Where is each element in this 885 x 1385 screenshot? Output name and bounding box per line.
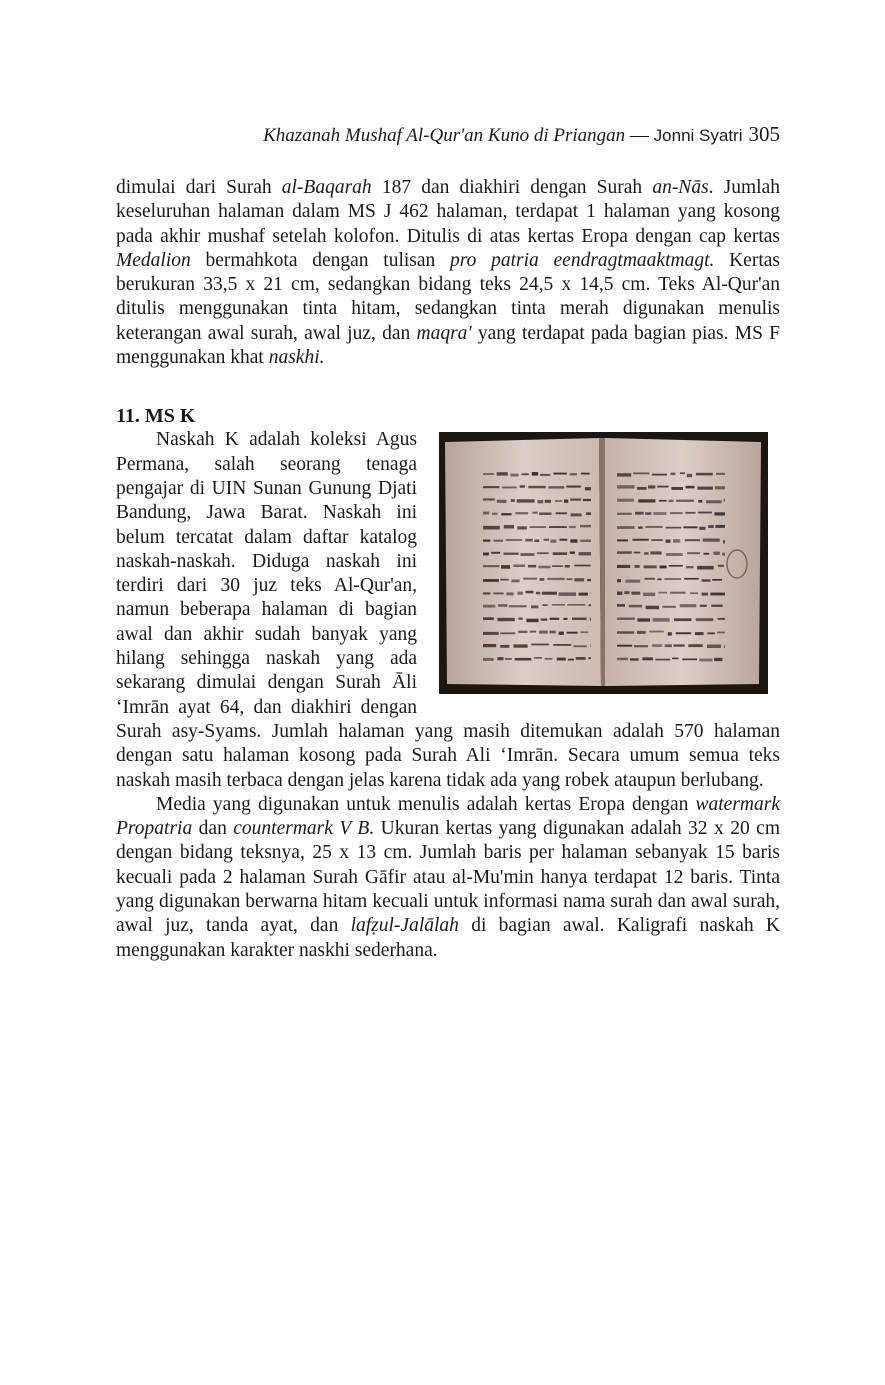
script-stroke (506, 539, 523, 541)
script-stroke (549, 486, 565, 489)
script-stroke (638, 527, 643, 529)
script-stroke (669, 500, 674, 502)
script-stroke (559, 632, 564, 635)
script-stroke (662, 606, 675, 608)
script-stroke (518, 631, 527, 633)
script-stroke (617, 618, 635, 620)
script-stroke (617, 552, 632, 555)
script-stroke (498, 605, 507, 608)
script-stroke (521, 553, 535, 556)
script-stroke (513, 565, 525, 568)
text-span: di bagian awal. Kaligrafi naskah K menggunakan karakter naskhi sederhana. (116, 915, 780, 961)
main-text (116, 176, 780, 963)
script-stroke (699, 659, 712, 662)
script-stroke (684, 578, 699, 580)
script-stroke (642, 658, 653, 661)
text-span: Ukuran kertas yang digunakan adalah 32 x 20 cm dengan bidang teksnya, 25 x 13 cm. Jumlah baris per halaman sebanyak 15 baris kecuali pada 2 halaman Surah Gāfir atau al-Mu'min hanya terdapat 12 baris. Tinta yang digunakan berwarna hitam kecuali untuk informasi nama surah dan awal surah, awal juz, tanda ayat, dan (116, 818, 780, 937)
script-stroke (700, 605, 707, 607)
script-stroke (635, 512, 644, 515)
script-stroke (722, 553, 725, 556)
script-stroke (494, 540, 504, 542)
script-stroke (517, 592, 522, 595)
text-span: 187 dan diakhiri dengan Surah (371, 177, 653, 198)
script-stroke (718, 565, 724, 567)
script-stroke (553, 473, 566, 475)
script-stroke (687, 474, 692, 477)
script-stroke (500, 645, 509, 648)
script-stroke (544, 539, 550, 541)
script-stroke (483, 526, 500, 530)
script-stroke (648, 486, 655, 489)
script-stroke (651, 540, 663, 542)
script-stroke (483, 512, 489, 515)
script-stroke (617, 565, 630, 568)
script-stroke (665, 645, 672, 648)
script-stroke (501, 565, 510, 569)
script-stroke (483, 579, 499, 582)
script-stroke (559, 539, 567, 541)
script-stroke (498, 618, 515, 621)
manuscript-photo (439, 432, 768, 694)
script-stroke (514, 645, 528, 648)
script-stroke (697, 566, 714, 570)
script-stroke (568, 659, 574, 661)
italic-term: Medalion (116, 249, 191, 271)
script-stroke (646, 606, 659, 610)
script-stroke (492, 513, 498, 515)
script-stroke (674, 645, 685, 647)
script-stroke (617, 658, 628, 661)
script-stroke (536, 592, 540, 595)
script-stroke (666, 540, 671, 543)
italic-term: lafẓul-Jalālah (350, 915, 459, 937)
script-stroke (566, 486, 580, 488)
script-stroke (658, 592, 667, 594)
script-stroke (545, 500, 551, 503)
script-stroke (505, 658, 512, 660)
script-stroke (511, 474, 519, 477)
script-stroke (712, 579, 722, 581)
script-stroke (659, 500, 667, 502)
script-stroke (670, 592, 686, 594)
script-stroke (534, 657, 542, 659)
script-stroke (617, 579, 621, 582)
script-stroke (530, 631, 536, 633)
script-stroke (483, 632, 499, 635)
script-stroke (570, 499, 581, 501)
script-stroke (483, 486, 499, 488)
script-stroke (687, 552, 700, 554)
script-stroke (645, 578, 656, 580)
script-stroke (652, 645, 662, 648)
script-stroke (556, 513, 567, 515)
script-stroke (583, 499, 591, 501)
script-stroke (553, 644, 571, 646)
script-stroke (626, 580, 641, 583)
script-stroke (702, 580, 711, 582)
script-stroke (507, 593, 514, 596)
script-stroke (699, 527, 705, 530)
script-stroke (520, 486, 525, 488)
script-stroke (483, 618, 494, 621)
script-stroke (672, 658, 678, 660)
script-stroke (710, 593, 725, 596)
script-stroke (564, 618, 568, 620)
script-stroke (624, 592, 629, 595)
script-stroke (708, 526, 714, 529)
script-stroke (634, 552, 641, 554)
script-stroke (707, 633, 714, 635)
script-stroke (645, 526, 662, 528)
running-head (100, 122, 780, 148)
script-stroke (707, 645, 721, 649)
script-stroke (683, 527, 697, 529)
script-stroke (518, 618, 522, 620)
script-stroke (653, 513, 666, 516)
script-stroke (669, 565, 683, 567)
script-stroke (572, 618, 587, 620)
script-stroke (660, 566, 667, 569)
script-stroke (717, 618, 725, 620)
script-stroke (643, 593, 655, 597)
script-stroke (617, 513, 632, 515)
script-stroke (676, 500, 694, 502)
script-stroke (483, 658, 494, 661)
script-stroke (658, 579, 662, 581)
script-stroke (704, 553, 710, 555)
script-stroke (540, 474, 550, 476)
script-stroke (570, 552, 575, 554)
script-stroke (637, 487, 646, 490)
script-stroke (685, 539, 700, 541)
script-stroke (530, 527, 546, 529)
script-stroke (655, 659, 670, 661)
script-stroke (491, 552, 500, 554)
script-stroke (711, 605, 723, 607)
script-stroke (565, 565, 570, 568)
script-stroke (497, 657, 503, 660)
script-stroke (500, 633, 515, 635)
script-stroke (686, 486, 695, 489)
script-stroke (532, 472, 539, 476)
script-stroke (695, 632, 704, 635)
text-span: . Jumlah keseluruhan halaman dalam MS J 462 halaman, terdapat 1 halaman yang kosong pada akhir mushaf setelah kolofon. Ditulis di atas kertas Eropa dengan cap kertas (116, 177, 780, 247)
script-stroke (680, 605, 697, 608)
script-stroke (523, 578, 537, 580)
script-stroke (706, 501, 722, 504)
script-stroke (483, 593, 491, 595)
script-stroke (580, 540, 591, 542)
script-stroke (537, 553, 549, 555)
script-stroke (531, 644, 549, 646)
script-stroke (581, 473, 590, 475)
paragraph-continuation (116, 176, 780, 370)
script-stroke (483, 605, 495, 608)
script-stroke (551, 540, 557, 543)
script-stroke (528, 486, 545, 489)
script-stroke (567, 579, 573, 581)
script-stroke (713, 552, 719, 555)
script-stroke (724, 499, 726, 502)
script-stroke (686, 566, 693, 568)
script-stroke (500, 579, 508, 581)
script-stroke (666, 553, 683, 556)
text-span: dan (192, 818, 234, 840)
script-stroke (511, 580, 519, 583)
script-stroke (522, 474, 529, 476)
italic-term: maqra' (416, 322, 472, 344)
script-stroke (528, 565, 536, 568)
script-stroke (483, 499, 495, 501)
script-stroke (504, 553, 519, 555)
script-stroke (552, 566, 563, 568)
script-stroke (696, 619, 714, 622)
script-stroke (676, 633, 691, 635)
script-stroke (617, 486, 635, 489)
script-stroke (653, 618, 670, 622)
script-stroke (570, 540, 577, 543)
running-head-title: Khazanah Mushaf Al-Qur'an Kuno di Priangan (263, 125, 626, 146)
script-stroke (723, 540, 725, 544)
script-stroke (537, 500, 543, 503)
script-stroke (671, 487, 683, 490)
script-stroke (517, 527, 527, 530)
script-stroke (581, 632, 589, 634)
script-stroke (579, 593, 588, 596)
script-stroke (545, 658, 553, 660)
script-stroke (576, 657, 586, 660)
script-stroke (497, 500, 507, 503)
script-stroke (668, 633, 672, 636)
script-stroke (540, 578, 545, 581)
script-stroke (559, 593, 577, 597)
script-stroke (716, 473, 725, 475)
script-stroke (570, 473, 577, 475)
script-stroke (635, 565, 640, 568)
script-stroke (698, 500, 702, 503)
text-span: bermahkota dengan tulisan (190, 249, 451, 271)
script-stroke (698, 512, 712, 514)
script-stroke (673, 540, 680, 544)
script-stroke (637, 631, 646, 634)
script-stroke (574, 565, 590, 567)
script-stroke (645, 513, 651, 516)
italic-term: an-Nās (652, 177, 709, 198)
text-span: dimulai dari Surah (116, 177, 282, 198)
script-stroke (555, 500, 562, 502)
script-stroke (483, 565, 499, 567)
script-stroke (657, 486, 668, 488)
script-stroke (574, 579, 584, 582)
script-stroke (585, 487, 591, 490)
script-stroke (580, 525, 591, 527)
italic-term: countermark V B. (233, 818, 375, 840)
script-stroke (517, 500, 535, 503)
script-stroke (724, 646, 725, 649)
script-stroke (715, 525, 725, 528)
script-stroke (515, 512, 528, 514)
script-stroke (515, 658, 532, 661)
script-stroke (680, 473, 685, 475)
italic-term: naskhi. (268, 347, 325, 369)
script-stroke (526, 619, 538, 623)
script-stroke (550, 631, 556, 634)
section-heading: 11. MS K (116, 405, 196, 428)
script-stroke (670, 512, 683, 514)
script-stroke (650, 552, 661, 555)
paragraph-media (116, 793, 780, 963)
script-stroke (549, 526, 567, 528)
script-stroke (671, 473, 676, 475)
script-stroke (697, 487, 713, 490)
script-stroke (586, 513, 591, 516)
text-span: yang terdapat pada bagian pias. MS F menggunakan khat (116, 322, 780, 369)
script-stroke (674, 619, 692, 622)
script-stroke (553, 553, 567, 556)
script-stroke (617, 592, 622, 596)
script-stroke (717, 632, 725, 634)
script-stroke (617, 499, 634, 502)
page-number: 305 (748, 122, 780, 146)
text-span: Kertas berukuran 33,5 x 21 cm, sedangkan bidang teks 24,5 x 14,5 cm. Teks Al-Qur'an ditulis menggunakan tinta hitam, sedangkan tinta merah digunakan menulis keterangan awal surah, awal juz, dan (116, 249, 780, 344)
script-stroke (634, 645, 648, 647)
script-stroke (688, 645, 702, 648)
script-stroke (714, 513, 725, 516)
script-stroke (534, 540, 539, 543)
script-stroke (690, 593, 698, 595)
script-stroke (617, 474, 631, 477)
script-stroke (538, 566, 550, 569)
italic-term: watermark Propatria (116, 793, 780, 840)
script-stroke (633, 473, 649, 475)
script-stroke (525, 539, 533, 542)
paragraph-ms-k: Naskah K adalah koleksi Agus Permana, salah seorang tenaga pengajar di UIN Sunan Gunung Djati Bandung, Jawa Barat. Naskah ini belum tercatat dalam daftar katalog naskah-naskah. Diduga naskah ini terdiri dari 30 juz teks Al-Qur'an, namun beberapa halaman di bagian awal dan akhir sudah banyak yang hilang sehingga naskah yang ada sekarang dimulai dengan Surah Āli ‘Imrān ayat 64, dan diakhiri dengan Surah asy-Syams. Jumlah halaman yang masih ditemukan adalah 570 halaman dengan satu halaman kosong pada Surah Ali ‘Imrān. Secara umum semua teks naskah masih terbaca dengan jelas karena tidak ada yang robek ataupun berlubang. (116, 429, 780, 791)
manuscript-illustration (439, 432, 768, 694)
script-stroke (590, 619, 591, 621)
script-stroke (542, 605, 547, 607)
script-stroke (644, 566, 657, 569)
script-stroke (637, 619, 650, 622)
script-stroke (714, 658, 722, 661)
script-stroke (703, 539, 720, 542)
script-stroke (617, 604, 625, 607)
script-stroke (547, 578, 564, 580)
script-stroke (483, 473, 494, 475)
script-stroke (532, 512, 537, 514)
script-stroke (631, 592, 640, 595)
italic-term: al-Baqarah (281, 177, 372, 198)
script-stroke (649, 631, 664, 633)
script-stroke (588, 657, 591, 659)
script-stroke (696, 473, 713, 476)
script-stroke (557, 658, 566, 661)
script-stroke (617, 540, 628, 542)
running-head-author: Jonni Syatri (653, 126, 743, 145)
script-stroke (587, 579, 591, 581)
script-stroke (638, 500, 655, 503)
script-stroke (569, 526, 576, 528)
script-stroke (493, 593, 503, 595)
script-stroke (542, 592, 557, 595)
text-span: Media yang digunakan untuk menulis adalah kertas Eropa dengan (156, 793, 696, 815)
script-stroke (685, 512, 695, 514)
script-stroke (633, 539, 649, 541)
script-stroke (541, 619, 548, 621)
script-stroke (526, 591, 534, 594)
script-stroke (666, 527, 682, 529)
script-stroke (511, 499, 515, 502)
script-stroke (531, 606, 538, 609)
script-stroke (571, 514, 582, 517)
script-stroke (617, 526, 635, 529)
script-stroke (567, 632, 578, 634)
script-stroke (564, 500, 568, 503)
running-head-separator: — (625, 125, 654, 146)
script-stroke (483, 540, 490, 542)
italic-term: pro patria eendragtmaaktmagt. (450, 249, 715, 271)
script-stroke (617, 632, 634, 634)
script-stroke (497, 473, 508, 476)
script-stroke (630, 659, 639, 661)
script-stroke (552, 604, 565, 606)
script-stroke (579, 552, 591, 555)
script-stroke (483, 644, 496, 647)
script-stroke (501, 513, 511, 515)
script-stroke (664, 578, 681, 580)
script-stroke (682, 659, 697, 661)
script-stroke (589, 605, 592, 607)
script-stroke (567, 604, 585, 606)
script-stroke (539, 513, 551, 515)
script-stroke (715, 487, 725, 490)
script-stroke (550, 618, 559, 620)
script-stroke (644, 553, 648, 555)
script-stroke (629, 605, 642, 608)
script-stroke (509, 606, 527, 608)
script-stroke (539, 631, 548, 634)
script-stroke (617, 645, 632, 647)
script-stroke (502, 487, 517, 489)
script-stroke (483, 553, 489, 556)
script-stroke (652, 474, 667, 476)
script-stroke (702, 593, 708, 596)
script-stroke (504, 525, 514, 529)
script-stroke (573, 646, 586, 648)
